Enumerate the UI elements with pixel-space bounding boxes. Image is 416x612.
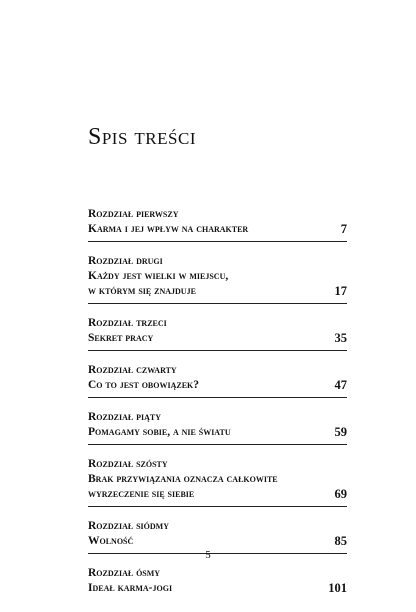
chapter-title: Brak przywiązania oznacza całkowite [88, 473, 278, 485]
toc-entry-2 [88, 254, 347, 304]
toc-entry-8 [88, 566, 347, 600]
chapter-title: w którym się znajduje [88, 285, 196, 297]
chapter-title: Każdy jest wielki w miejscu, [88, 270, 229, 282]
page-number: 35 [334, 331, 347, 345]
chapter-label: Rozdział ósmy [88, 567, 161, 579]
toc-entry-1 [88, 207, 347, 242]
toc-entry-6 [88, 457, 347, 507]
chapter-title: Pomagamy sobie, a nie światu [88, 426, 231, 438]
chapter-label: Rozdział czwarty [88, 364, 177, 376]
toc-entry-4 [88, 363, 347, 398]
page-number: 59 [334, 425, 347, 439]
page-number: 17 [334, 284, 347, 298]
chapter-title: wyrzeczenie się siebie [88, 488, 195, 500]
chapter-label: Rozdział drugi [88, 255, 163, 267]
chapter-title: Wolność [88, 535, 134, 547]
chapter-title: Co to jest obowiązek? [88, 379, 200, 391]
page-number: 69 [334, 487, 347, 501]
chapter-title: Karma i jej wpływ na charakter [88, 223, 249, 235]
toc-entry-5 [88, 410, 347, 445]
toc-entry-3 [88, 316, 347, 351]
page-title: Spis treści [88, 124, 196, 150]
page-number: 101 [328, 581, 347, 595]
chapter-label: Rozdział piąty [88, 411, 161, 423]
chapter-label: Rozdział szósty [88, 458, 168, 470]
folio-page-number: 5 [205, 549, 211, 561]
page-number: 47 [334, 378, 347, 392]
chapter-label: Rozdział siódmy [88, 520, 169, 532]
chapter-title: Sekret pracy [88, 332, 154, 344]
chapter-label: Rozdział trzeci [88, 317, 167, 329]
chapter-label: Rozdział pierwszy [88, 208, 179, 220]
page-number: 7 [340, 222, 347, 236]
page-number: 85 [334, 534, 347, 548]
chapter-title: Ideał karma-jogi [88, 582, 173, 594]
